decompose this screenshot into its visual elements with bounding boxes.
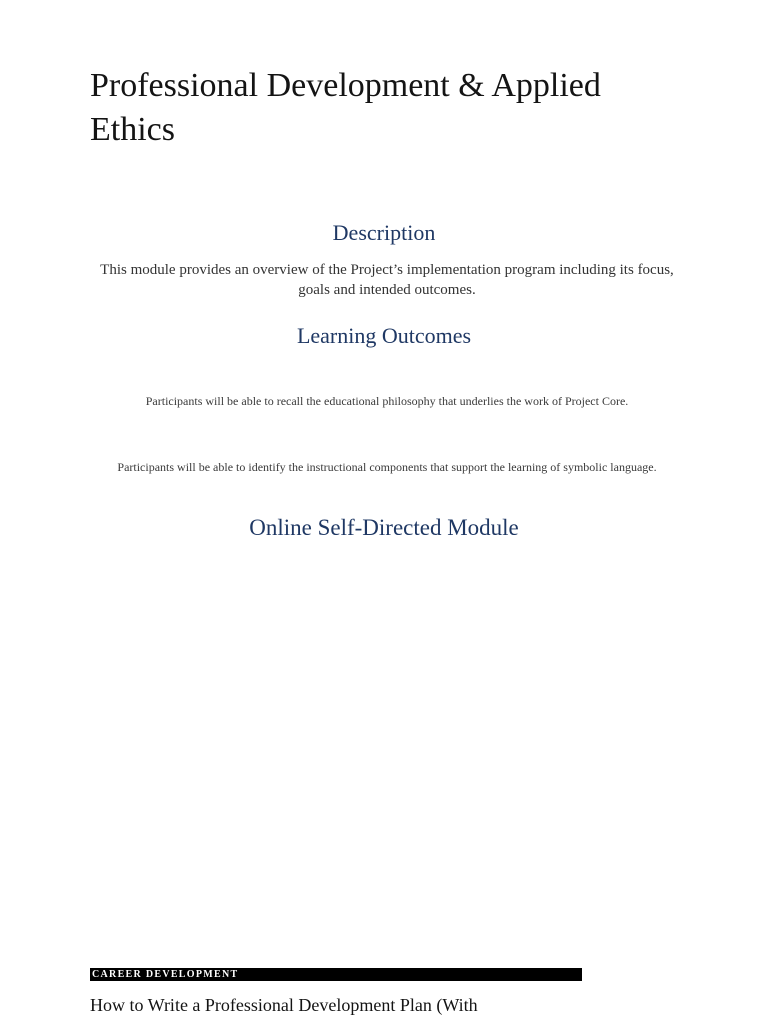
learning-outcomes-heading: Learning Outcomes bbox=[296, 323, 472, 348]
related-article-title[interactable]: How to Write a Professional Development Plan (With bbox=[90, 995, 478, 1015]
online-module-heading: Online Self-Directed Module bbox=[249, 515, 519, 540]
page-title: Professional Development & Applied Ethics bbox=[90, 67, 601, 148]
learning-outcome-item: Participants will be able to recall the educational philosophy that underlies the work of Project Core. bbox=[145, 394, 629, 408]
learning-outcome-item: Participants will be able to identify the instructional components that support the learning of symbolic language. bbox=[117, 460, 657, 474]
description-heading: Description bbox=[332, 220, 436, 245]
category-label[interactable]: CAREER DEVELOPMENT bbox=[90, 968, 582, 981]
description-text: This module provides an overview of the Project’s implementation program including its focus, goals and intended outcomes. bbox=[100, 262, 674, 298]
